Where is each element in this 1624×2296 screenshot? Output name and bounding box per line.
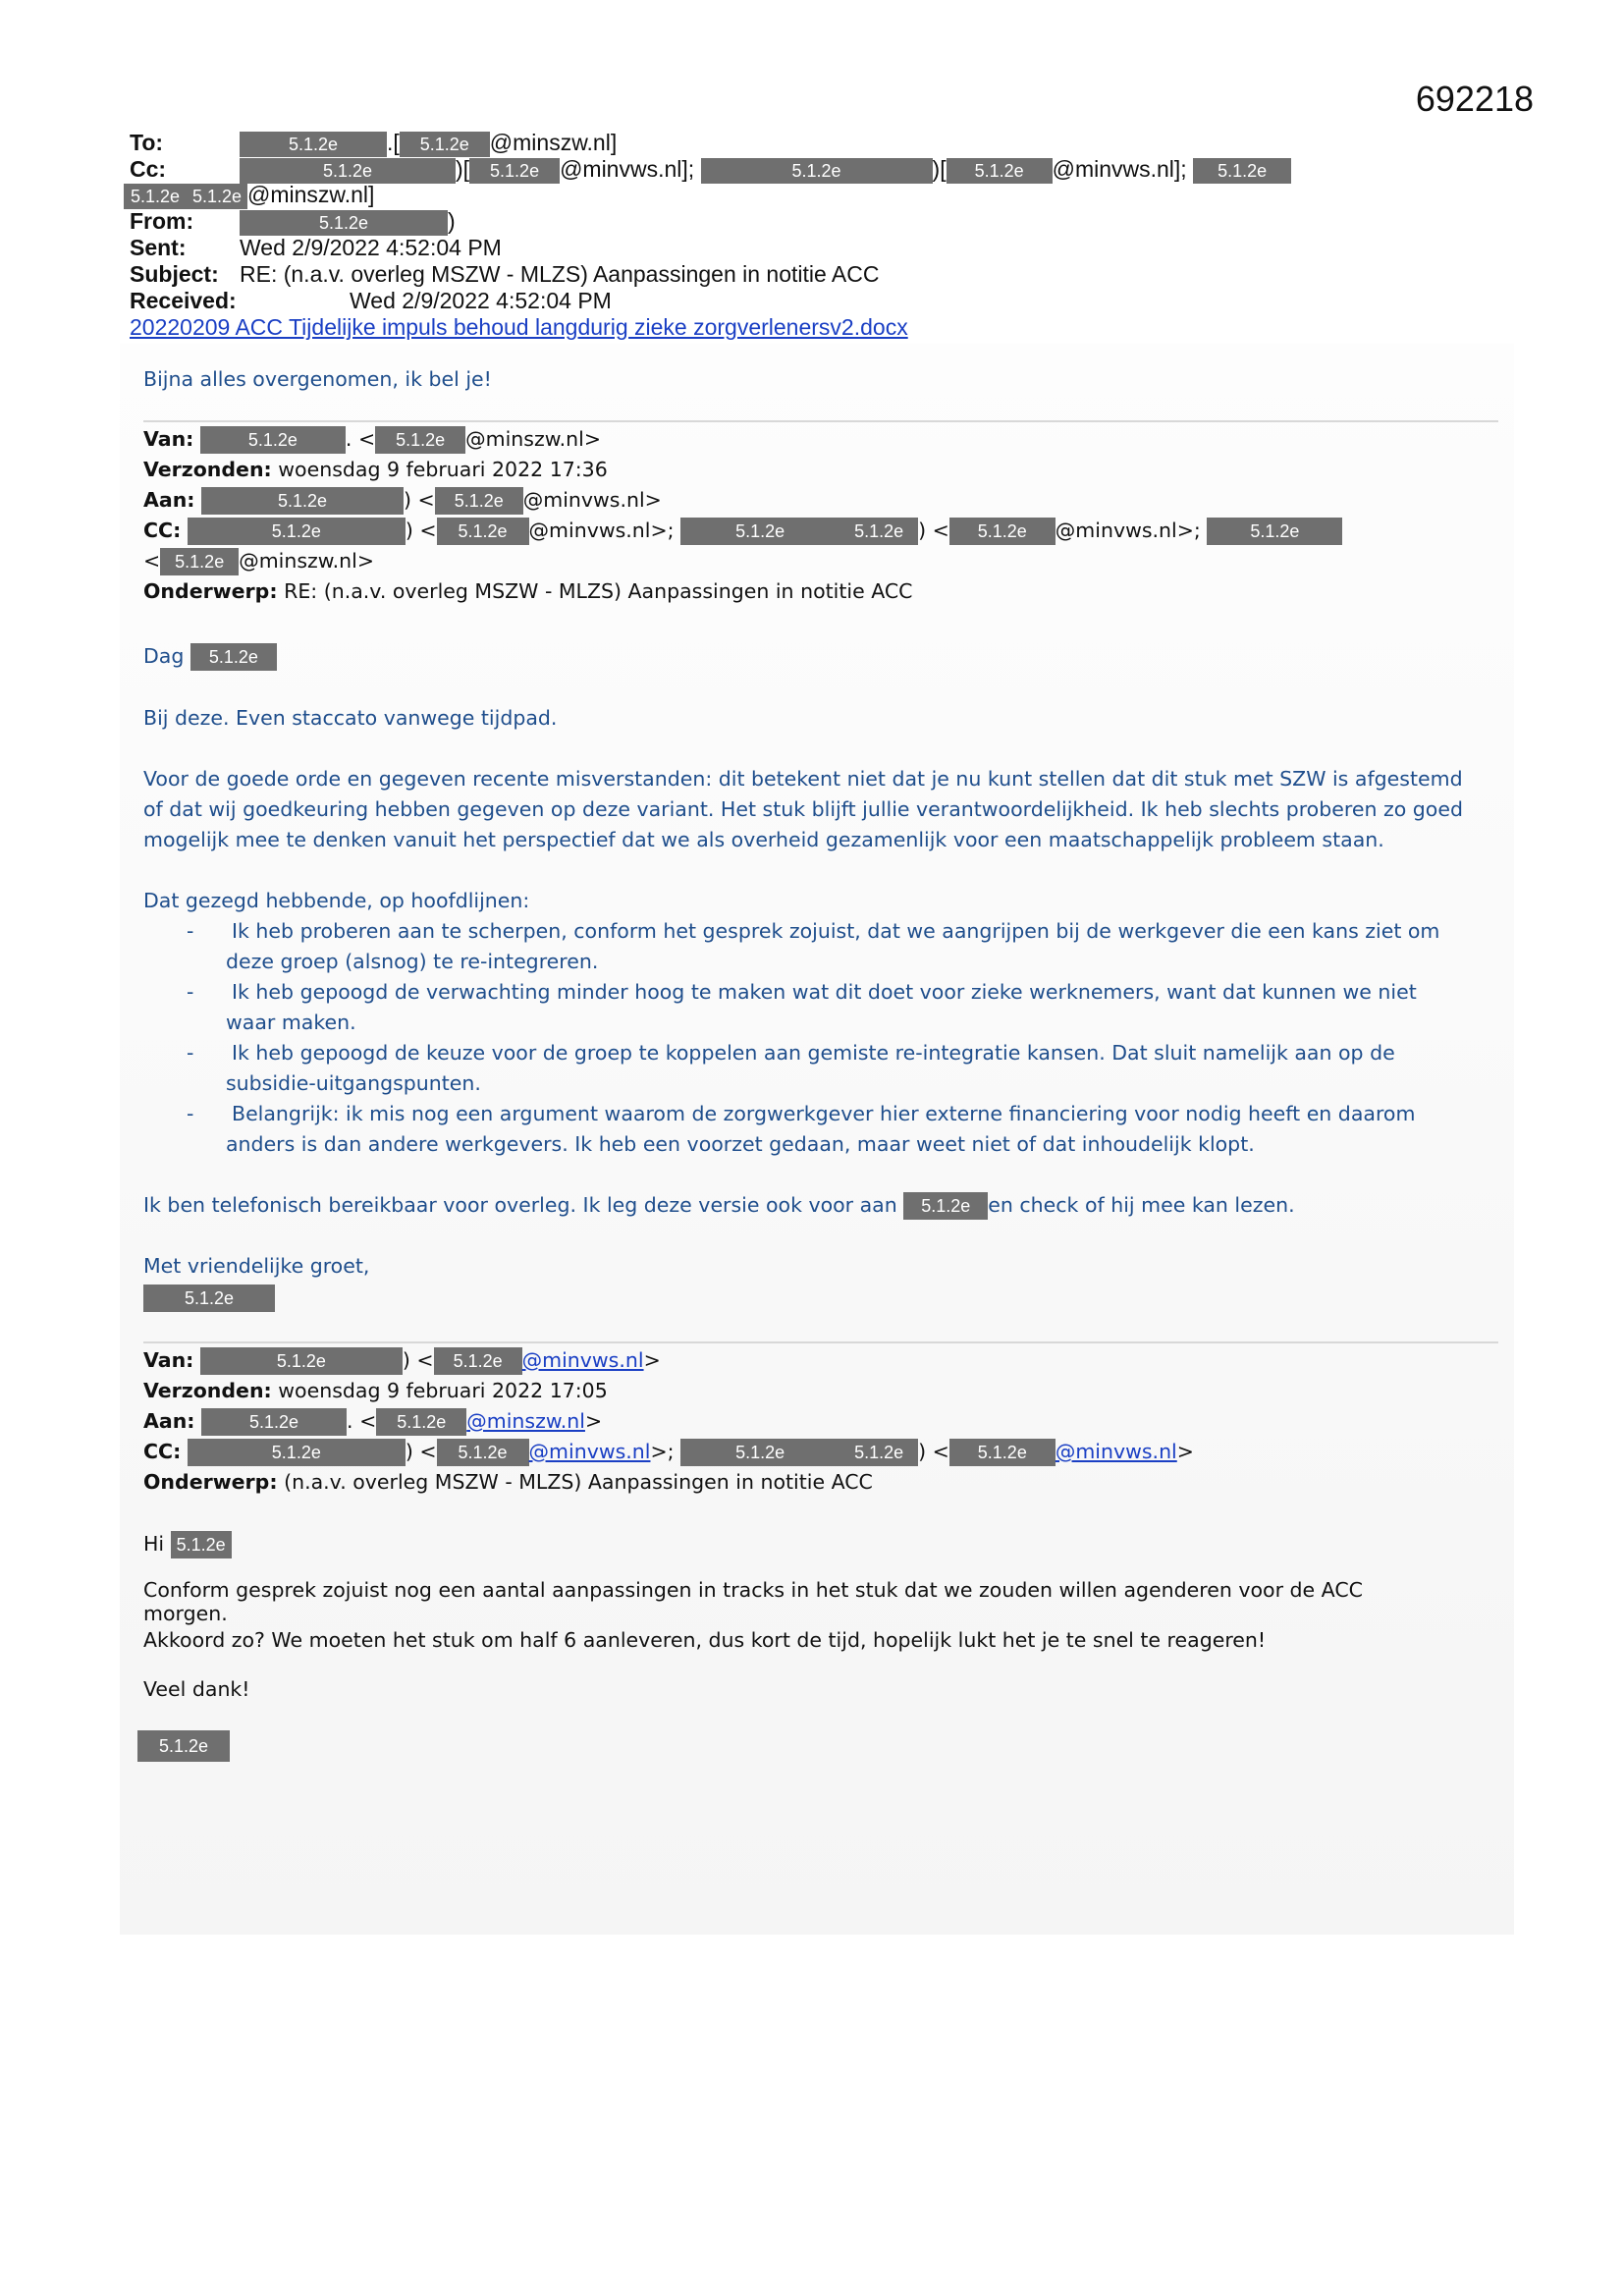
msg2-para1-line2: of dat wij goedkeuring hebben gegeven op deze variant. Het stuk blijft jullie verantwoordelijkheid. Ik heb slechts proberen zo goed xyxy=(143,797,1463,821)
bullet-line: Ik heb gepoogd de verwachting minder hoog te maken wat dit doet voor zieke werknemers, want dat kunnen we niet xyxy=(232,980,1417,1004)
reply-intro: Bijna alles overgenomen, ik bel je! xyxy=(143,367,492,391)
msg3-signature xyxy=(137,1730,230,1762)
header-cc-line-2 xyxy=(124,182,374,209)
redaction-box: 5.1.2e xyxy=(375,426,465,454)
from-label: From: xyxy=(130,208,194,234)
redaction-box: 5.1.2e xyxy=(469,158,560,184)
msg2-para1-line1: Voor de goede orde en gegeven recente misverstanden: dit betekent niet dat je nu kunt stellen dat dit stuk met SZW is afgestemd xyxy=(143,767,1463,791)
header-cc-line xyxy=(130,156,1291,184)
attachment-line xyxy=(130,314,908,341)
redaction-box: 5.1.2e xyxy=(201,1408,347,1436)
msg2-cc-line xyxy=(143,516,1342,546)
cc-domain: @minvws.nl]; xyxy=(560,156,695,182)
cc-separator: ) < xyxy=(918,1440,949,1463)
sent-label: Sent: xyxy=(130,235,187,260)
cc-domain: @minszw.nl> xyxy=(239,549,375,573)
aan-separator: ) < xyxy=(404,488,435,512)
redaction-box: 5.1.2e xyxy=(143,1285,275,1312)
van-label: Van: xyxy=(143,427,194,451)
msg2-signature xyxy=(143,1283,275,1313)
aan-separator: . < xyxy=(347,1409,377,1433)
redaction-box: 5.1.2e xyxy=(137,1730,230,1762)
para3-text-b: en check of hij mee kan lezen. xyxy=(988,1193,1295,1217)
bullet-line: anders is dan andere werkgevers. Ik heb een voorzet gedaan, maar weet niet of dat inhoudelijk klopt. xyxy=(226,1132,1255,1156)
msg2-para1-line3: mogelijk mee te denken vanuit het perspectief dat we als overheid gezamenlijk voor een maatschappelijk probleem staan. xyxy=(143,828,1384,851)
msg3-onderwerp-line xyxy=(143,1467,873,1498)
cc-gt: >; xyxy=(650,1440,675,1463)
verzonden-label: Verzonden: xyxy=(143,458,272,481)
greeting-text: Dag xyxy=(143,644,185,668)
document-id: 692218 xyxy=(1415,79,1534,119)
van-separator: . < xyxy=(345,427,376,451)
redaction-box: 5.1.2e xyxy=(949,1439,1056,1466)
bullet-line: deze groep (alsnog) te re-integreren. xyxy=(226,950,599,973)
redaction-box: 5.1.2e xyxy=(240,132,387,157)
msg3-cc-line xyxy=(143,1437,1194,1467)
cc-domain: @minvws.nl]; xyxy=(1052,156,1187,182)
cc-label: Cc: xyxy=(130,156,167,182)
para3-text-a: Ik ben telefonisch bereikbaar voor overleg. Ik leg deze versie ook voor aan xyxy=(143,1193,897,1217)
msg3-p1-line2: morgen. xyxy=(143,1602,228,1625)
redaction-box: 5.1.2e xyxy=(680,1439,839,1466)
received-label: Received: xyxy=(130,288,237,313)
redaction-box: 5.1.2e xyxy=(947,158,1053,184)
redaction-box: 5.1.2e xyxy=(949,518,1056,545)
msg3-verzonden-line xyxy=(143,1376,608,1406)
bullet-dash: - xyxy=(187,980,194,1004)
header-from-line xyxy=(130,208,456,236)
bullet-dash: - xyxy=(187,919,194,943)
onderwerp-value: RE: (n.a.v. overleg MSZW - MLZS) Aanpassingen in notitie ACC xyxy=(284,579,913,603)
msg2-onderwerp-line xyxy=(143,576,913,607)
van-email-link[interactable]: @minvws.nl xyxy=(521,1348,644,1372)
redaction-box: 5.1.2e xyxy=(188,1439,406,1466)
redaction-box: 5.1.2e xyxy=(400,132,490,157)
msg3-greeting xyxy=(143,1529,232,1559)
msg2-closing: Met vriendelijke groet, xyxy=(143,1254,370,1278)
redaction-box: 5.1.2e xyxy=(680,518,839,545)
bullet-dash: - xyxy=(187,1102,194,1125)
msg2-para3 xyxy=(143,1190,1295,1221)
bullet-line: Ik heb proberen aan te scherpen, conform het gesprek zojuist, dat we aangrijpen bij de werkgever die een kans ziet om xyxy=(232,919,1440,943)
cc-separator: ) < xyxy=(405,519,437,542)
separator-line xyxy=(143,1341,1498,1343)
msg3-thanks: Veel dank! xyxy=(143,1677,250,1701)
redaction-box: 5.1.2e xyxy=(188,518,406,545)
redaction-box: 5.1.2e xyxy=(200,1347,403,1375)
msg2-aan-line xyxy=(143,485,662,516)
verzonden-value: woensdag 9 februari 2022 17:05 xyxy=(278,1379,608,1402)
cc-email-link[interactable]: @minvws.nl xyxy=(528,1440,651,1463)
redaction-box: 5.1.2e xyxy=(437,518,529,545)
subject-label: Subject: xyxy=(130,261,219,287)
onderwerp-label: Onderwerp: xyxy=(143,579,278,603)
subject-value: RE: (n.a.v. overleg MSZW - MLZS) Aanpassingen in notitie ACC xyxy=(240,261,880,287)
van-label: Van: xyxy=(143,1348,194,1372)
msg2-line1: Bij deze. Even staccato vanwege tijdpad. xyxy=(143,706,558,730)
to-domain: @minszw.nl] xyxy=(489,130,618,155)
aan-domain: @minvws.nl> xyxy=(522,488,662,512)
bullet-line: Belangrijk: ik mis nog een argument waarom de zorgwerkgever hier externe financiering voor nodig heeft en daarom xyxy=(232,1102,1416,1125)
aan-label: Aan: xyxy=(143,1409,195,1433)
bullet-line: subsidie-uitgangspunten. xyxy=(226,1071,481,1095)
onderwerp-label: Onderwerp: xyxy=(143,1470,278,1494)
cc-separator: )[ xyxy=(932,156,947,182)
msg2-cc-line-2 xyxy=(143,546,374,576)
cc-label: CC: xyxy=(143,519,182,542)
msg3-p1-line1: Conform gesprek zojuist nog een aantal aanpassingen in tracks in het stuk dat we zouden willen agenderen voor de ACC xyxy=(143,1578,1363,1602)
cc-domain: @minvws.nl>; xyxy=(1055,519,1201,542)
verzonden-value: woensdag 9 februari 2022 17:36 xyxy=(278,458,608,481)
cc-separator: ) < xyxy=(918,519,949,542)
verzonden-label: Verzonden: xyxy=(143,1379,272,1402)
redaction-box: 5.1.2e xyxy=(190,643,277,671)
redaction-box: 5.1.2e xyxy=(171,1531,232,1558)
cc-domain: @minvws.nl>; xyxy=(528,519,675,542)
cc-gt: > xyxy=(1176,1440,1194,1463)
redaction-box: 5.1.2e xyxy=(201,487,404,515)
redaction-box: 5.1.2e xyxy=(240,158,456,184)
msg2-para2-intro: Dat gezegd hebbende, op hoofdlijnen: xyxy=(143,889,530,912)
greeting-text: Hi xyxy=(143,1532,165,1556)
cc-email-link[interactable]: @minvws.nl xyxy=(1055,1440,1177,1463)
sent-value: Wed 2/9/2022 4:52:04 PM xyxy=(240,235,502,260)
to-label: To: xyxy=(130,130,164,155)
redaction-box: 5.1.2e xyxy=(435,487,523,515)
to-separator: .[ xyxy=(387,130,400,155)
cc-separator: ) < xyxy=(405,1440,437,1463)
redaction-box: 5.1.2e xyxy=(124,184,187,209)
redaction-box: 5.1.2e xyxy=(160,548,239,575)
msg2-verzonden-line xyxy=(143,455,608,485)
attachment-link[interactable]: 20220209 ACC Tijdelijke impuls behoud langdurig zieke zorgverlenersv2.docx xyxy=(130,314,908,340)
redaction-box: 5.1.2e xyxy=(200,426,346,454)
redaction-box: 5.1.2e xyxy=(1207,518,1342,545)
onderwerp-value: (n.a.v. overleg MSZW - MLZS) Aanpassingen in notitie ACC xyxy=(284,1470,873,1494)
cc-domain: @minszw.nl] xyxy=(247,182,375,207)
redaction-box: 5.1.2e xyxy=(437,1439,529,1466)
redaction-box: 5.1.2e xyxy=(701,158,933,184)
van-domain: @minszw.nl> xyxy=(465,427,601,451)
header-to-line xyxy=(130,130,617,157)
redaction-box: 5.1.2e xyxy=(1193,158,1291,184)
redaction-box: 5.1.2e xyxy=(903,1192,988,1220)
msg3-aan-line xyxy=(143,1406,602,1437)
redaction-box: 5.1.2e xyxy=(434,1347,522,1375)
cc-separator: )[ xyxy=(456,156,470,182)
separator-line xyxy=(143,420,1498,422)
msg2-van-line xyxy=(143,424,601,455)
redaction-box: 5.1.2e xyxy=(240,210,448,236)
header-subject-line xyxy=(130,261,880,288)
received-value: Wed 2/9/2022 4:52:04 PM xyxy=(350,288,612,313)
msg3-van-line xyxy=(143,1345,661,1376)
van-separator: ) < xyxy=(402,1348,434,1372)
msg3-p2: Akkoord zo? We moeten het stuk om half 6 aanleveren, dus kort de tijd, hopelijk lukt het je te snel te reageren! xyxy=(143,1628,1267,1652)
aan-gt: > xyxy=(584,1409,603,1433)
header-sent-line xyxy=(130,235,502,261)
redaction-box: 5.1.2e xyxy=(187,184,247,209)
aan-label: Aan: xyxy=(143,488,195,512)
cc-lt: < xyxy=(143,549,161,573)
header-received-line xyxy=(130,288,612,314)
van-gt: > xyxy=(643,1348,661,1372)
msg2-greeting xyxy=(143,641,277,672)
bullet-dash: - xyxy=(187,1041,194,1065)
redaction-box: 5.1.2e xyxy=(839,518,918,545)
from-close: ) xyxy=(448,208,456,234)
cc-label: CC: xyxy=(143,1440,182,1463)
aan-email-link[interactable]: @minszw.nl xyxy=(466,1409,585,1433)
bullet-line: Ik heb gepoogd de keuze voor de groep te koppelen aan gemiste re-integratie kansen. Dat sluit namelijk aan op de xyxy=(232,1041,1395,1065)
bullet-line: waar maken. xyxy=(226,1011,356,1034)
redaction-box: 5.1.2e xyxy=(839,1439,918,1466)
redaction-box: 5.1.2e xyxy=(376,1408,466,1436)
